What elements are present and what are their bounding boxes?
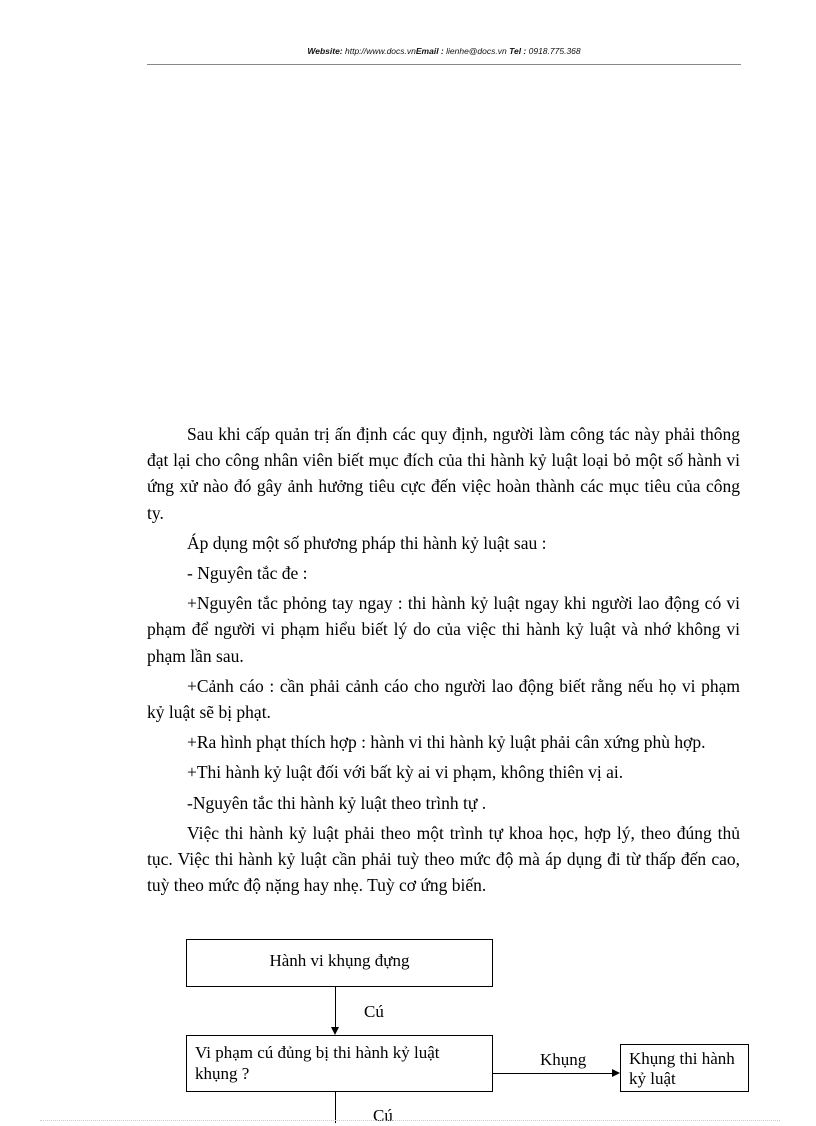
tel-value: 0918.775.368 xyxy=(526,46,581,56)
flowchart-connector-3 xyxy=(335,1092,336,1123)
tel-label: Tel : xyxy=(509,46,527,56)
paragraph: Sau khi cấp quản trị ấn định các quy định, người làm công tác này phải thông đạt lại cho công nhân viên biết mục đích của thi hành kỷ luật loại bỏ một số hành vi ứng xử nào đó gây ảnh hưởng tiêu cực đến việc hoàn thành các mục tiêu của công ty. xyxy=(147,424,740,523)
paragraph: - Nguyên tắc đe : xyxy=(187,563,308,584)
paragraph: +Thi hành kỷ luật đối với bất kỳ ai vi phạm, không thiên vị ai. xyxy=(187,762,624,783)
page-bottom-edge xyxy=(40,1120,780,1121)
paragraph: +Cảnh cáo : cần phải cảnh cáo cho người lao động biết rằng nếu họ vi phạm kỷ luật sẽ bị phạt. xyxy=(147,675,740,723)
paragraph: Việc thi hành kỷ luật phải theo một trình tự khoa học, hợp lý, theo đúng thủ tục. Việc thi hành kỷ luật cần phải tuỳ theo mức độ mà áp dụng đi từ thấp đến cao, tuỳ theo mức độ nặng hay nhẹ. Tuỳ cơ ứng biến. xyxy=(147,822,740,896)
flowchart-label-yes-2: Cú xyxy=(373,1106,393,1125)
paragraph: +Nguyên tắc phỏng tay ngay : thi hành kỷ luật ngay khi người lao động có vi phạm để người vi phạm hiểu biết lý do của việc thi hành kỷ luật và nhớ không vi phạm lần sau. xyxy=(147,593,740,666)
website-label: Website: xyxy=(307,46,343,56)
flowchart-arrow-down-1 xyxy=(331,1027,339,1035)
paragraph: +Ra hình phạt thích hợp : hành vi thi hành kỷ luật phải cân xứng phù hợp. xyxy=(187,732,706,753)
flowchart-label-no: Khụng xyxy=(540,1050,587,1069)
page-header xyxy=(147,46,741,56)
header-divider xyxy=(147,64,741,65)
paragraph: -Nguyên tắc thi hành kỷ luật theo trình tự . xyxy=(187,792,487,813)
flowchart-connector-2 xyxy=(493,1073,612,1074)
website-value: http://www.docs.vn xyxy=(342,46,416,56)
flowchart-arrow-right xyxy=(612,1069,620,1077)
flowchart-box-no-discipline: Khụng thi hành kỷ luật xyxy=(620,1044,749,1092)
flowchart-box-question: Vi phạm cú đủng bị thi hành kỷ luật khụng ? xyxy=(186,1035,493,1092)
paragraph: Áp dụng một số phương pháp thi hành kỷ luật sau : xyxy=(187,532,547,553)
body-text xyxy=(147,421,740,902)
flowchart-box-behavior: Hành vi khụng đựng xyxy=(186,939,493,987)
email-label: Email : xyxy=(415,46,444,56)
flowchart-label-yes-1: Cú xyxy=(364,1002,384,1021)
email-value: lienhe@docs.vn xyxy=(443,46,510,56)
flowchart-connector-1 xyxy=(335,987,336,1027)
